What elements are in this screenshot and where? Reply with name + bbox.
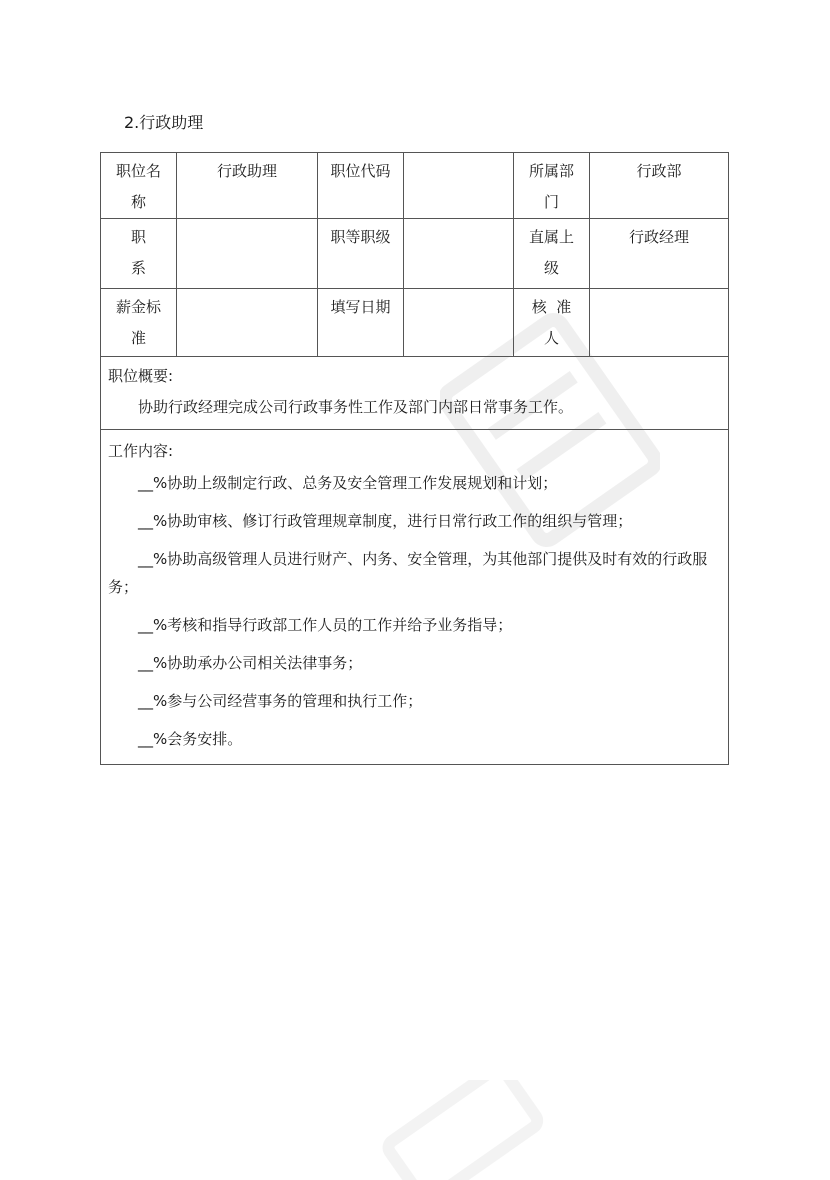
- job-duties-cell: [101, 430, 729, 765]
- duty-item-6: __%参与公司经营事务的管理和执行工作；: [138, 692, 423, 710]
- value-approver: [590, 289, 729, 357]
- value-position-code: [404, 153, 514, 219]
- duty-item-5: __%协助承办公司相关法律事务；: [138, 654, 363, 672]
- value-job-series: [177, 219, 318, 289]
- label-position-name: 职位名 称: [101, 153, 177, 219]
- label-department: 所属部 门: [514, 153, 590, 219]
- job-duties-title: 工作内容:: [108, 442, 174, 460]
- label-job-series: 职 系: [101, 219, 177, 289]
- job-summary-title: 职位概要:: [108, 367, 174, 385]
- value-direct-superior: 行政经理: [590, 219, 729, 289]
- label-fill-date: 填写日期: [318, 289, 404, 357]
- job-summary-cell: [101, 357, 729, 430]
- label-grade: 职等职级: [318, 219, 404, 289]
- table-row-summary: [101, 357, 729, 430]
- job-summary-text: 协助行政经理完成公司行政事务性工作及部门内部日常事务工作。: [138, 398, 574, 416]
- duty-item-1: __%协助上级制定行政、总务及安全管理工作发展规划和计划；: [138, 474, 558, 492]
- value-position-name: 行政助理: [177, 153, 318, 219]
- watermark-graphic-bottom: [360, 1080, 560, 1180]
- value-grade: [404, 219, 514, 289]
- table-row: [101, 219, 729, 289]
- value-fill-date: [404, 289, 514, 357]
- table-row-duties: [101, 430, 729, 765]
- duty-item-2: __%协助审核、修订行政管理规章制度，进行日常行政工作的组织与管理；: [138, 512, 633, 530]
- section-heading: 2.行政助理: [124, 113, 204, 132]
- table-row: [101, 153, 729, 219]
- duty-item-3: __%协助高级管理人员进行财产、内务、安全管理，为其他部门提供及时有效的行政服务；: [108, 550, 708, 596]
- label-approver: 核 准 人: [514, 289, 590, 357]
- duty-item-4: __%考核和指导行政部工作人员的工作并给予业务指导；: [138, 616, 513, 634]
- label-position-code: 职位代码: [318, 153, 404, 219]
- table-row: [101, 289, 729, 357]
- duty-item-7: __%会务安排。: [138, 730, 243, 748]
- job-description-table: [100, 152, 729, 765]
- label-salary-standard: 薪金标 准: [101, 289, 177, 357]
- value-salary-standard: [177, 289, 318, 357]
- value-department: 行政部: [590, 153, 729, 219]
- label-direct-superior: 直属上 级: [514, 219, 590, 289]
